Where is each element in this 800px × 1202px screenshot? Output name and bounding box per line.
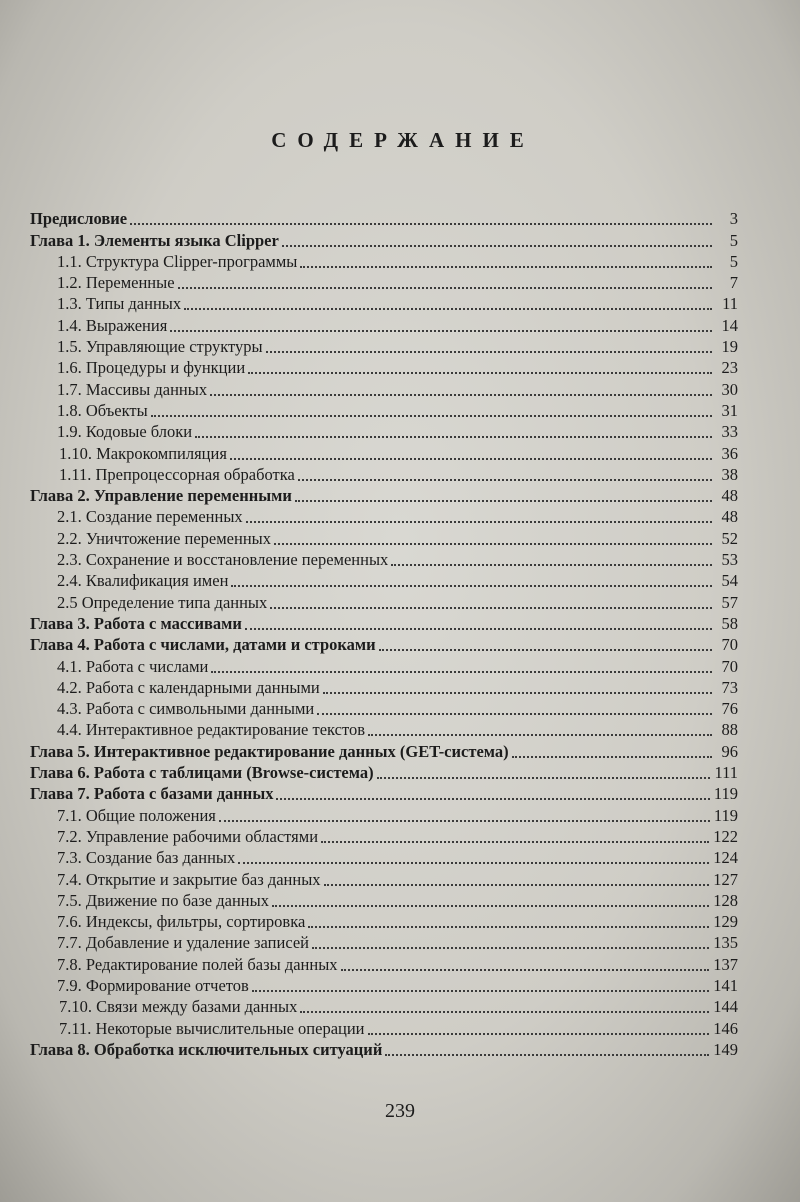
dot-leader [379,648,712,651]
toc-entry-page: 48 [721,486,738,506]
toc-section-entry [30,420,738,441]
toc-entry-label: Глава 1. Элементы языка Clipper [30,230,279,250]
toc-section-entry [30,335,738,356]
toc-chapter-entry [30,633,738,654]
toc-section-entry [30,463,738,484]
dot-leader [276,797,709,800]
toc-entry-label: 7.6. Индексы, фильтры, сортировка [57,912,306,932]
toc-section-entry [30,441,738,462]
toc-chapter-entry [30,612,738,633]
toc-entry-label: 7.5. Движение по базе данных [57,890,269,910]
toc-entry-label: 2.4. Квалификация имен [57,571,229,591]
toc-entry-label: 1.1. Структура Clipper-программы [57,251,298,271]
toc-entry-page: 76 [721,699,738,719]
dot-leader [368,1032,710,1035]
toc-entry-page: 54 [721,571,738,591]
toc-section-entry [30,590,738,611]
toc-chapter-entry [30,1038,738,1059]
toc-section-entry [30,910,738,931]
toc-entry-page: 52 [721,528,738,548]
toc-section-entry [30,569,738,590]
dot-leader [323,691,712,694]
toc-entry-label: 7.9. Формирование отчетов [57,975,249,995]
toc-entry-page: 137 [713,954,738,974]
dot-leader [230,457,712,460]
toc-entry-page: 5 [729,251,738,271]
toc-chapter-entry [30,228,738,249]
toc-entry-label: 2.5 Определение типа данных [57,592,268,612]
toc-entry-label: 7.8. Редактирование полей базы данных [57,954,338,974]
toc-entry-page: 144 [713,997,738,1017]
toc-entry-label: 7.7. Добавление и удаление записей [57,933,309,953]
toc-section-entry [30,697,738,718]
toc-entry-label: 4.1. Работа с числами [57,656,209,676]
toc-entry-label: 2.3. Сохранение и восстановление переменных [57,550,389,570]
toc-entry-label: 1.7. Массивы данных [57,379,208,399]
toc-entry-page: 31 [721,400,738,420]
toc-entry-page: 129 [713,912,738,932]
dot-leader [210,393,712,396]
toc-entry-page: 7 [729,273,738,293]
toc-entry-page: 38 [721,464,738,484]
dot-leader [341,968,710,971]
dot-leader [266,350,712,353]
toc-entry-label: 2.1. Создание переменных [57,507,243,527]
toc-entry-label: 1.6. Процедуры и функции [57,358,246,378]
dot-leader [308,925,709,928]
dot-leader [219,819,710,822]
toc-section-entry [30,377,738,398]
toc-entry-label: Глава 3. Работа с массивами [30,613,242,633]
toc-section-entry [30,803,738,824]
dot-leader [385,1053,709,1056]
toc-entry-label: 4.4. Интерактивное редактирование текстов [57,720,366,740]
toc-entry-page: 23 [721,358,738,378]
toc-entry-page: 111 [714,763,738,783]
toc-section-entry [30,825,738,846]
toc-entry-page: 33 [721,422,738,442]
toc-entry-page: 36 [721,443,738,463]
toc-entry-page: 119 [713,784,738,804]
toc-entry-page: 88 [721,720,738,740]
dot-leader [246,520,712,523]
toc-section-entry [30,676,738,697]
toc-entry-page: 57 [721,592,738,612]
toc-entry-page: 127 [713,869,738,889]
toc-section-entry [30,718,738,739]
toc-section-entry [30,974,738,995]
toc-chapter-entry [30,782,738,803]
toc-entry-label: 1.10. Макрокомпиляция [59,443,227,463]
toc-entry-page: 119 [713,805,738,825]
dot-leader [295,499,712,502]
toc-entry-label: 7.2. Управление рабочими областями [57,826,319,846]
dot-leader [321,840,709,843]
table-of-contents [30,207,738,1059]
dot-leader [238,861,709,864]
dot-leader [231,584,712,587]
toc-entry-label: Глава 4. Работа с числами, датами и строками [30,635,376,655]
dot-leader [512,755,712,758]
toc-entry-page: 14 [721,315,738,335]
dot-leader [178,286,712,289]
dot-leader [312,946,709,949]
toc-chapter-entry [30,207,738,228]
toc-entry-page: 124 [713,848,738,868]
toc-entry-label: 1.5. Управляющие структуры [57,337,263,357]
toc-entry-label: Предисловие [30,209,128,229]
dot-leader [274,542,712,545]
toc-section-entry [30,846,738,867]
toc-section-entry [30,548,738,569]
toc-entry-page: 149 [713,1039,738,1059]
toc-entry-label: Глава 6. Работа с таблицами (Browse-система) [30,763,374,783]
toc-entry-page: 141 [713,975,738,995]
toc-entry-page: 58 [721,613,738,633]
dot-leader [377,776,711,779]
toc-entry-label: 1.11. Препроцессорная обработка [59,464,295,484]
dot-leader [252,989,709,992]
toc-entry-label: 7.11. Некоторые вычислительные операции [59,1018,365,1038]
toc-entry-label: 4.3. Работа с символьными данными [57,699,315,719]
toc-entry-label: 1.2. Переменные [57,273,175,293]
toc-entry-page: 5 [729,230,738,250]
dot-leader [298,478,712,481]
dot-leader [130,222,712,225]
toc-entry-page: 53 [721,550,738,570]
toc-entry-page: 3 [729,209,738,229]
dot-leader [170,329,712,332]
toc-chapter-entry [30,761,738,782]
toc-section-entry [30,271,738,292]
dot-leader [300,1010,709,1013]
toc-entry-page: 48 [721,507,738,527]
toc-entry-page: 70 [721,656,738,676]
toc-entry-page: 96 [721,741,738,761]
toc-entry-page: 128 [713,890,738,910]
toc-entry-label: 1.9. Кодовые блоки [57,422,193,442]
dot-leader [151,414,712,417]
toc-section-entry [30,867,738,888]
dot-leader [195,435,712,438]
dot-leader [270,606,712,609]
toc-section-entry [30,356,738,377]
dot-leader [245,627,712,630]
toc-section-entry [30,505,738,526]
toc-entry-label: 4.2. Работа с календарными данными [57,677,320,697]
page-number: 239 [385,1100,415,1122]
dot-leader [282,244,712,247]
toc-section-entry [30,1016,738,1037]
toc-entry-label: 7.3. Создание баз данных [57,848,236,868]
dot-leader [317,712,712,715]
toc-entry-label: 1.3. Типы данных [57,294,182,314]
toc-entry-label: 2.2. Уничтожение переменных [57,528,272,548]
toc-section-entry [30,889,738,910]
toc-chapter-entry [30,484,738,505]
toc-entry-page: 11 [722,294,738,314]
toc-entry-label: Глава 8. Обработка исключительных ситуаций [30,1039,383,1059]
toc-entry-label: 7.10. Связи между базами данных [59,997,298,1017]
toc-entry-page: 73 [721,677,738,697]
dot-leader [248,371,712,374]
toc-entry-page: 122 [713,826,738,846]
toc-section-entry [30,313,738,334]
page-title: СОДЕРЖАНИЕ [271,128,535,152]
dot-leader [368,733,712,736]
toc-entry-page: 30 [721,379,738,399]
toc-section-entry [30,250,738,271]
toc-section-entry [30,526,738,547]
toc-section-entry [30,399,738,420]
toc-chapter-entry [30,739,738,760]
toc-section-entry [30,995,738,1016]
dot-leader [272,904,709,907]
toc-section-entry [30,654,738,675]
toc-entry-page: 19 [721,337,738,357]
toc-entry-label: 1.4. Выражения [57,315,168,335]
dot-leader [184,307,712,310]
toc-entry-label: Глава 7. Работа с базами данных [30,784,274,804]
toc-entry-label: 7.4. Открытие и закрытие баз данных [57,869,321,889]
toc-section-entry [30,931,738,952]
toc-entry-page: 70 [721,635,738,655]
toc-section-entry [30,952,738,973]
toc-entry-page: 146 [713,1018,738,1038]
toc-entry-label: Глава 2. Управление переменными [30,486,292,506]
toc-section-entry [30,292,738,313]
dot-leader [211,670,712,673]
toc-entry-label: Глава 5. Интерактивное редактирование данных (GET-система) [30,741,509,761]
toc-entry-label: 1.8. Объекты [57,400,148,420]
dot-leader [324,883,710,886]
toc-entry-page: 135 [713,933,738,953]
dot-leader [391,563,712,566]
dot-leader [300,265,712,268]
toc-entry-label: 7.1. Общие положения [57,805,216,825]
